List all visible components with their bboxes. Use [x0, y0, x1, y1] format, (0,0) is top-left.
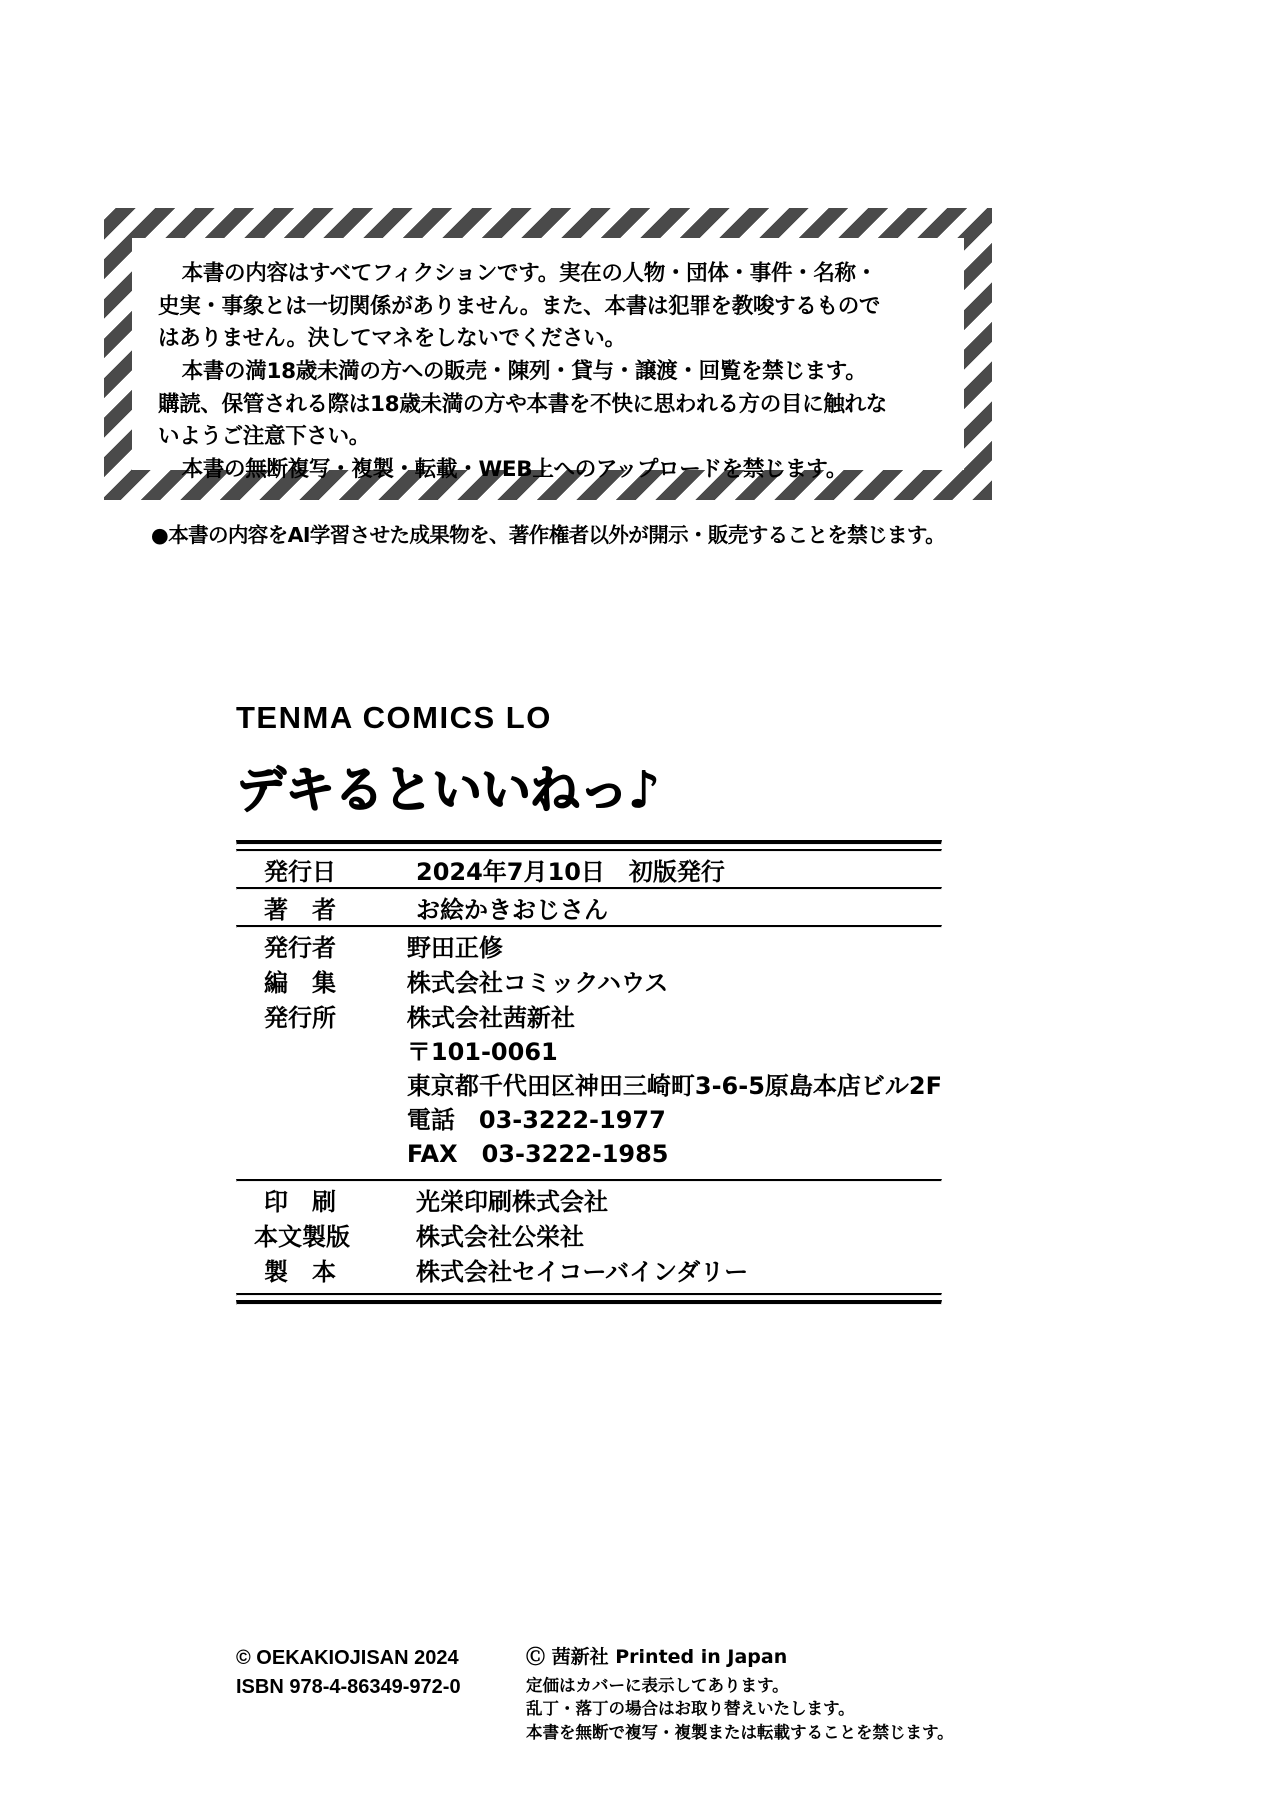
divider — [236, 1300, 942, 1305]
table-row — [236, 998, 942, 1171]
row-label: 著 者 — [264, 896, 336, 924]
publisher-fax: FAX 03-3222-1985 — [406, 1140, 669, 1169]
publisher-mark: Ⓒ 茜新社 Printed in Japan — [526, 1646, 788, 1668]
author-table — [236, 890, 942, 925]
disclaimer-line: 史実・事象とは一切関係がありません。また、本書は犯罪を教唆するもので — [158, 293, 881, 319]
disclaimer-line: 本書の無断複写・複製・転載・WEB上へのアップロードを禁じます。 — [181, 457, 848, 483]
row-label: 発行日 — [264, 858, 336, 886]
row-label: 発行者 — [264, 934, 336, 962]
disclaimer-inner — [132, 238, 964, 483]
disclaimer-line: 本書の内容はすべてフィクションです。実在の人物・団体・事件・名称・ — [181, 261, 877, 286]
row-label: 編 集 — [264, 969, 336, 997]
copyright-line: © OEKAKIOJISAN 2024 — [236, 1647, 459, 1669]
footer-note: 乱丁・落丁の場合はお取り替えいたします。 — [526, 1699, 855, 1719]
publisher-phone: 電話 03-3222-1977 — [406, 1106, 666, 1135]
row-label: 発行所 — [264, 1004, 336, 1032]
row-value: 光栄印刷株式会社 — [416, 1188, 608, 1217]
row-value: お絵かきおじさん — [416, 896, 608, 924]
disclaimer-box — [104, 208, 992, 500]
disclaimer-line: 本書の満18歳未満の方への販売・陳列・貸与・譲渡・回覧を禁じます。 — [181, 359, 867, 385]
publisher-table — [236, 928, 942, 1171]
footer-note: 本書を無断で複写・複製または転載することを禁じます。 — [526, 1722, 954, 1742]
production-table — [236, 1182, 942, 1287]
row-value: 野田正修 — [406, 934, 503, 962]
row-value — [407, 998, 942, 1171]
table-row — [236, 852, 942, 887]
table-row — [236, 1252, 942, 1287]
book-title: デキるといいねっ♪ — [236, 761, 659, 819]
ai-training-notice: ●本書の内容をAI学習させた成果物を、著作権者以外が開示・販売することを禁じます。 — [150, 523, 946, 547]
row-label: 本文製版 — [254, 1223, 350, 1252]
row-value: 2024年7月10日 初版発行 — [416, 858, 725, 886]
colophon — [236, 700, 1056, 1305]
row-label: 製 本 — [264, 1258, 336, 1287]
isbn-line: ISBN 978-4-86349-972-0 — [236, 1676, 461, 1698]
disclaimer-line: 購読、保管される際は18歳未満の方や本書を不快に思われる方の目に触れな — [158, 391, 887, 417]
table-row — [236, 1182, 942, 1217]
publisher-name: 株式会社茜新社 — [406, 1004, 575, 1032]
table-row — [236, 890, 942, 925]
publisher-postal: 〒101-0061 — [406, 1038, 558, 1066]
footer-note: 定価はカバーに表示してあります。 — [526, 1676, 789, 1695]
footer-right — [526, 1642, 954, 1744]
row-value: 株式会社公栄社 — [416, 1223, 584, 1252]
row-value: 株式会社コミックハウス — [406, 969, 669, 997]
footer-left — [236, 1644, 461, 1702]
publisher-address: 東京都千代田区神田三崎町3-6-5原島本店ビル2F — [406, 1072, 942, 1101]
table-row — [236, 1217, 942, 1252]
publication-table — [236, 852, 942, 887]
row-value: 株式会社セイコーバインダリー — [416, 1258, 749, 1287]
row-label: 印 刷 — [264, 1188, 336, 1217]
table-row — [236, 963, 942, 998]
series-label: TENMA COMICS LO — [236, 700, 552, 735]
disclaimer-line: いようご注意下さい。 — [158, 424, 371, 450]
disclaimer-line: はありません。決してマネをしないでください。 — [158, 326, 626, 352]
table-row — [236, 928, 942, 963]
